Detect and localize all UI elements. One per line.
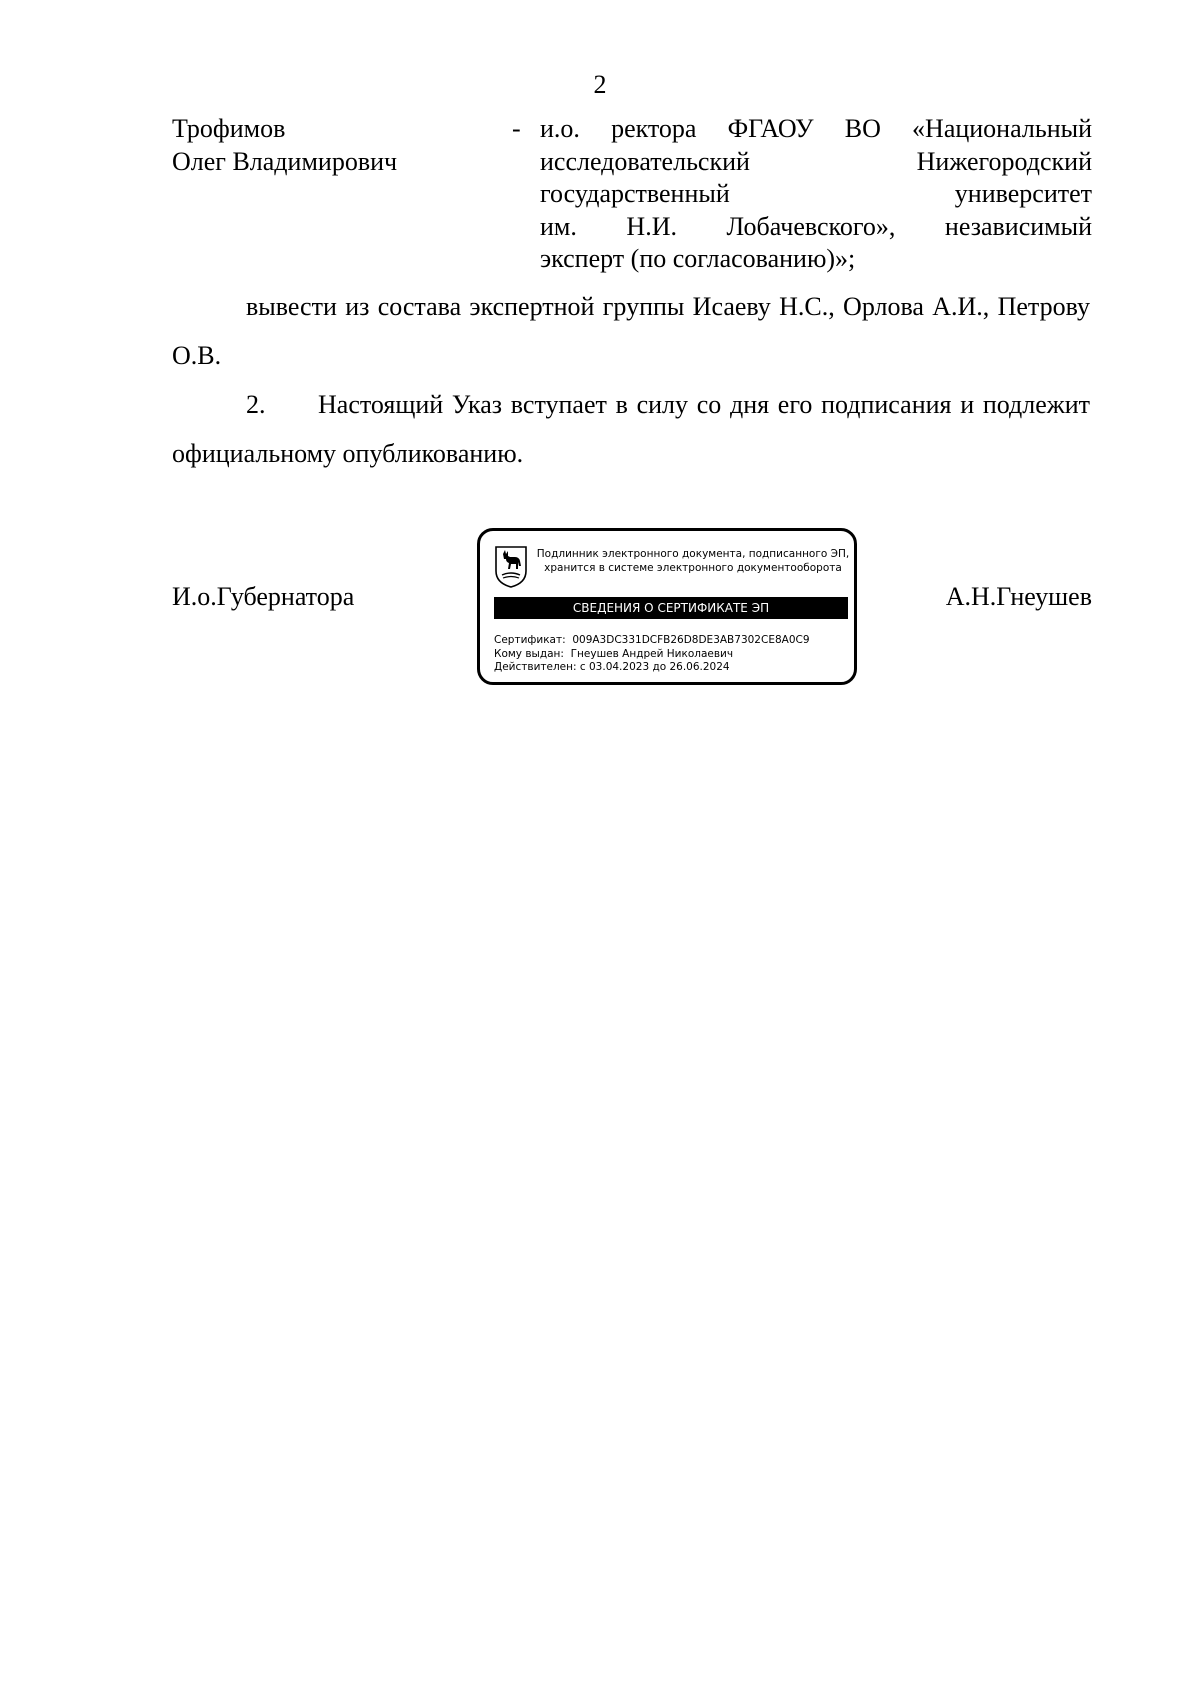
paragraph-text: Настоящий Указ вступает в силу со дня его подписания и подлежит официальному опубликованию. — [172, 390, 1090, 468]
expert-given-names: Олег Владимирович — [172, 146, 398, 176]
expert-role-line: им. Н.И. Лобачевского», независимый — [540, 211, 1092, 241]
stamp-header-line: Подлинник электронного документа, подписанного ЭП, — [536, 548, 850, 560]
expert-role — [540, 113, 1092, 276]
stamp-certificate-bar: СВЕДЕНИЯ О СЕРТИФИКАТЕ ЭП — [494, 597, 848, 619]
issued-to-value: Гнеушев Андрей Николаевич — [570, 647, 734, 660]
stamp-header — [536, 547, 850, 575]
validity-label: Действителен: — [494, 661, 577, 673]
signatory-title: И.о.Губернатора — [172, 582, 355, 611]
expert-role-line: исследовательский Нижегородский — [540, 146, 1092, 176]
expert-surname: Трофимов — [172, 114, 286, 143]
certificate-label: Сертификат: — [494, 634, 566, 646]
coat-of-arms-icon — [494, 545, 528, 589]
validity-value: с 03.04.2023 до 26.06.2024 — [579, 661, 730, 673]
electronic-signature-stamp — [477, 528, 857, 685]
page-number: 2 — [593, 70, 607, 99]
issued-to-row — [494, 648, 850, 662]
issued-to-label: Кому выдан: — [494, 647, 564, 660]
expert-dash: - — [512, 114, 521, 143]
paragraph-effective-date — [172, 380, 1090, 478]
expert-name — [172, 113, 492, 178]
paragraph-number: 2. — [246, 390, 266, 419]
stamp-certificate-details — [494, 634, 850, 675]
expert-role-line: и.о. ректора ФГАОУ ВО «Национальный — [540, 114, 1092, 143]
validity-row — [494, 661, 850, 675]
stamp-header-line: хранится в системе электронного документооборота — [544, 562, 842, 574]
certificate-value: 009A3DC331DCFB26D8DE3AB7302CE8A0C9 — [572, 634, 810, 646]
certificate-row — [494, 634, 850, 648]
expert-role-line: эксперт (по согласованию)»; — [540, 244, 856, 273]
paragraph-remove-members: вывести из состава экспертной группы Исаеву Н.С., Орлова А.И., Петрову О.В. — [172, 292, 1090, 370]
signatory-name: А.Н.Гнеушев — [945, 582, 1092, 611]
expert-role-line: государственный университет — [540, 179, 1092, 208]
